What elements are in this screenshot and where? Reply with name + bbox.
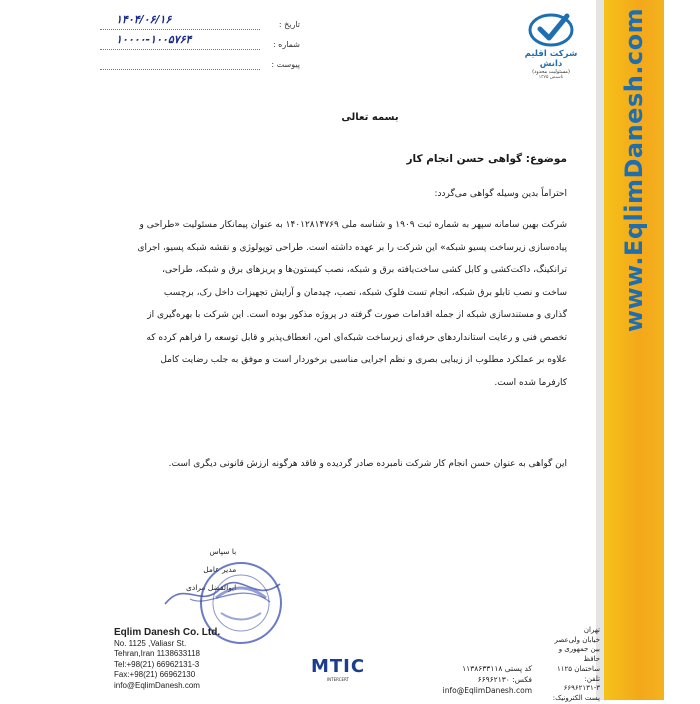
footer-tel: Tel:+98(21) 66962131-3 [114,659,200,669]
body-line: گذاری و مستندسازی شبکه از جمله اقدامات صورت گرفته در پروژه مذکور بوده است. این شرکت با بهره‌گیری از [147,310,567,320]
footer-address1: No. 1125 ,Valiasr St. [114,638,187,648]
footer-company: Eqlim Danesh Co. Ltd. [114,627,221,638]
logo-tagline: (مسئولیت محدود) [532,69,570,75]
letter-subject: موضوع: گواهی حسن انجام کار [406,153,567,165]
signature-name: ابوالفضل مرادی [186,583,237,592]
letter-closing: این گواهی به عنوان حسن انجام کار شرکت نامبرده صادر گردیده و فاقد هرگونه ارزش قانونی دیگری است. [168,459,567,469]
basmala: بسمه تعالی [341,112,399,123]
footer-address2: Tehran,Iran 1138633118 [114,649,200,658]
company-logo [512,12,590,80]
number-row [100,34,300,54]
letter-body [128,214,567,394]
handwritten-signature-icon [160,574,300,614]
footer-email: info@EqlimDanesh.com [114,680,200,690]
attachment-label: پیوست : [271,59,300,69]
footer-postal: کد پستی ۱۱۳۸۶۳۳۱۱۸ [462,664,532,673]
body-line: تخصص فنی و رعایت استانداردهای حرفه‌ای زیرساخت شبکه‌ای امن، انعطاف‌پذیر و قابل توسعه را فراهم کرده که [146,332,567,343]
mtic-title: MTIC [310,656,366,677]
footer-email-fa: info@EqlimDanesh.com [442,686,532,695]
footer-city: تهران [583,626,600,634]
body-line: کارفرما شده است. [494,377,567,388]
footer-tel-fa: تلفن: ۳-۶۶۹۶۲۱۳۱ [563,674,600,693]
footer-addr2: بین جمهوری و حافظ [558,645,600,664]
mtic-subtitle: INTERCERT [327,677,349,682]
number-label: شماره : [272,39,300,49]
number-value: ۱۰۰۰۰-۱۰۰۵۷۶۴ [116,32,192,46]
footer-addr3: ساختمان ۱۱۲۵ [556,664,600,673]
footer-english-address [114,628,220,691]
body-line: علاوه بر عملکرد مطلوب از زیبایی بصری و نظم اجرایی مناسبی برخوردار است و موفق به جلب رضایت کامل [160,355,567,365]
body-line: ساخت و نصب تابلو برق شبکه، انجام تست فلوک شبکه، نصب، چیدمان و آرایش تجهیزات داخل رک، برچسب [163,287,567,298]
logo-established: تاسیس ۱۳۷۵ [538,75,564,80]
body-line: ترانکینگ، داکت‌کشی و کابل کشی ساخت‌یافته برق و شبکه، نصب کیستون‌ها و پریزهای برق و شبکه، طراحی، [162,265,567,275]
footer-persian-address [548,626,600,704]
signature-role: مدیر عامل [203,565,237,574]
website-vertical: www.EqlimDanesh.com [620,7,648,333]
footer-fax-fa: فکس: ۶۶۹۶۲۱۳۰ [477,675,532,684]
logo-company-name: شرکت اقلیم دانش [524,49,578,69]
footer-persian-contact [414,663,532,696]
letter-meta [100,14,300,74]
mtic-certification-logo [298,656,378,682]
letter-intro: احتراماً بدین وسیله گواهی می‌گردد: [434,189,567,199]
body-line: پیاده‌سازی زیرساخت پسیو شبکه» این شرکت را بر عهده داشته است. طراحی توپولوژی و نقشه شبکه پسیو، اجرای [137,242,567,253]
attachment-row [100,54,300,74]
footer-email-label: پست الکترونیک: [552,693,600,702]
signature-thanks: با سپاس [209,547,237,556]
footer-addr1: خیابان ولی‌عصر [554,635,600,644]
date-row [100,14,300,34]
date-value: ۱۴۰۴/۰۶/۱۶ [116,12,172,26]
checkmark-logo-icon [527,12,575,48]
banner-edge [596,0,604,700]
footer-fax: Fax:+98(21) 66962130 [114,670,196,679]
body-line: شرکت بهین سامانه سپهر به شماره ثبت ۱۹۰۹ و شناسه ملی ۱۴۰۱۲۸۱۴۷۶۹ به عنوان پیمانکار مسئولیت «طراحی و [139,220,567,230]
date-label: تاریخ : [278,19,300,29]
